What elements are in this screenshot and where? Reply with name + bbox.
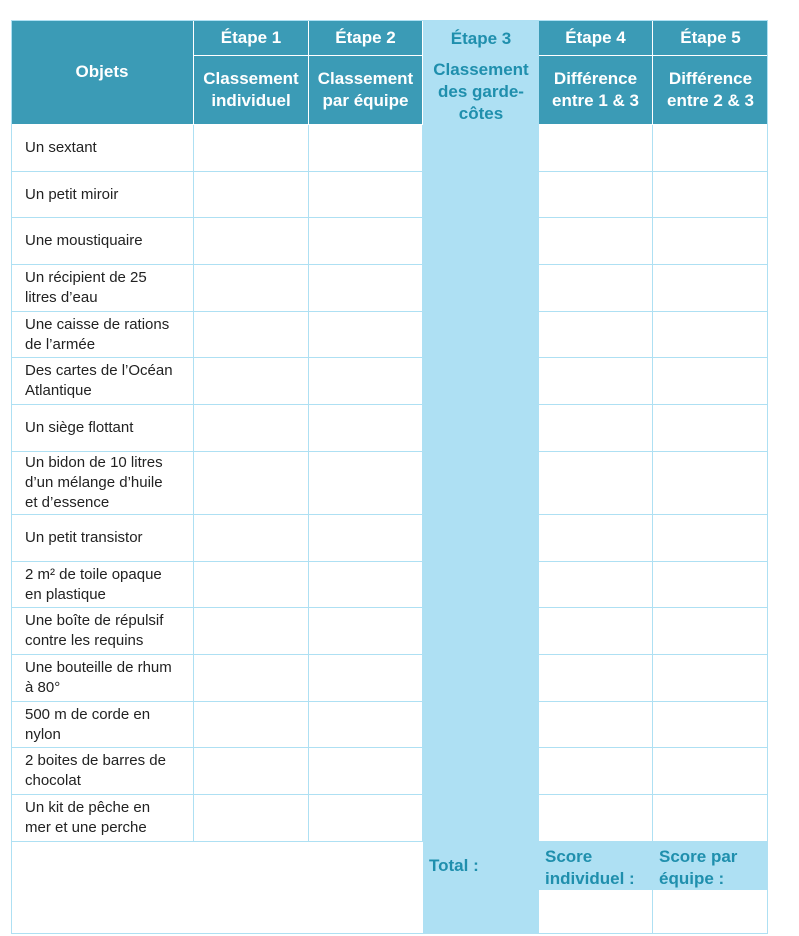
cell-etape-4[interactable]	[539, 405, 653, 452]
cell-etape-4[interactable]	[539, 125, 653, 172]
cell-etape-4[interactable]	[539, 172, 653, 218]
object-label	[25, 231, 143, 251]
cell-etape-4[interactable]	[539, 795, 653, 842]
object-cell	[11, 702, 194, 748]
object-label-line: nylon	[25, 725, 61, 743]
cell-etape-1[interactable]	[194, 312, 309, 358]
object-label-line: Un récipient de 25	[25, 269, 147, 286]
score-individuel-label: Score individuel :	[539, 842, 653, 890]
cell-etape-2[interactable]	[309, 452, 423, 515]
cell-etape-2[interactable]	[309, 795, 423, 842]
header-etape-1: Étape 1	[194, 20, 309, 56]
header-difference-1-3: Différence entre 1 & 3	[539, 56, 653, 125]
cell-etape-5[interactable]	[653, 562, 768, 608]
object-label-line: 2 boites de barres de	[25, 752, 166, 769]
cell-etape-4[interactable]	[539, 515, 653, 562]
cell-etape-1[interactable]	[194, 265, 309, 312]
header-classement-individuel: Classement individuel	[194, 56, 309, 125]
cell-etape-2[interactable]	[309, 515, 423, 562]
score-equipe-input[interactable]	[653, 890, 768, 934]
cell-etape-1[interactable]	[194, 218, 309, 265]
object-label-line: Un sextant	[25, 139, 97, 156]
object-cell	[11, 358, 194, 405]
object-label	[25, 798, 150, 838]
object-label	[25, 528, 143, 548]
object-label	[25, 751, 166, 791]
header-etape-3: Étape 3	[423, 28, 539, 56]
object-label-line: à 80°	[25, 679, 61, 696]
cell-etape-1[interactable]	[194, 702, 309, 748]
object-cell	[11, 515, 194, 562]
object-label-line: Un bidon de 10 litres	[25, 454, 163, 471]
object-cell	[11, 748, 194, 795]
header-etape-2: Étape 2	[309, 20, 423, 56]
object-label-line: d’un mélange d’huile	[25, 474, 163, 491]
ranking-table	[11, 20, 768, 934]
object-cell	[11, 795, 194, 842]
object-label-line: Atlantique	[25, 382, 92, 399]
cell-etape-2[interactable]	[309, 702, 423, 748]
header-difference-2-3: Différence entre 2 & 3	[653, 56, 768, 125]
cell-etape-1[interactable]	[194, 608, 309, 655]
object-cell	[11, 452, 194, 515]
cell-etape-5[interactable]	[653, 218, 768, 265]
object-label-line: litres d’eau	[25, 289, 98, 306]
object-label-line: Une moustiquaire	[25, 232, 143, 249]
cell-etape-1[interactable]	[194, 515, 309, 562]
cell-etape-5[interactable]	[653, 748, 768, 795]
object-label-line: Une boîte de répulsif	[25, 612, 164, 629]
object-label	[25, 315, 169, 355]
cell-etape-1[interactable]	[194, 452, 309, 515]
cell-etape-1[interactable]	[194, 795, 309, 842]
cell-etape-4[interactable]	[539, 452, 653, 515]
object-label-line: et d’essence	[25, 494, 110, 511]
object-label-line: en plastique	[25, 585, 106, 603]
cell-etape-4[interactable]	[539, 358, 653, 405]
cell-etape-2[interactable]	[309, 358, 423, 405]
object-cell	[11, 655, 194, 702]
header-etape-4: Étape 4	[539, 20, 653, 56]
cell-etape-5[interactable]	[653, 172, 768, 218]
object-cell	[11, 312, 194, 358]
cell-etape-5[interactable]	[653, 405, 768, 452]
cell-etape-1[interactable]	[194, 748, 309, 795]
cell-etape-4[interactable]	[539, 265, 653, 312]
object-label	[25, 361, 173, 401]
cell-etape-5[interactable]	[653, 358, 768, 405]
cell-etape-2[interactable]	[309, 562, 423, 608]
cell-etape-1[interactable]	[194, 405, 309, 452]
cell-etape-5[interactable]	[653, 452, 768, 515]
cell-etape-2[interactable]	[309, 218, 423, 265]
object-label	[25, 185, 118, 205]
cell-etape-1[interactable]	[194, 562, 309, 608]
object-label	[25, 705, 150, 745]
footer-empty-area	[11, 842, 423, 934]
object-label-line: de l’armée	[25, 335, 96, 353]
cell-etape-5[interactable]	[653, 608, 768, 655]
object-label-line: mer et une perche	[25, 819, 147, 836]
object-label-line: Un petit miroir	[25, 185, 119, 203]
object-label-line: contre les requins	[25, 632, 144, 649]
cell-etape-4[interactable]	[539, 655, 653, 702]
cell-etape-4[interactable]	[539, 218, 653, 265]
cell-etape-5[interactable]	[653, 515, 768, 562]
header-classement-garde-cotes: Classement des garde- côtes	[423, 59, 539, 125]
object-label	[25, 565, 162, 605]
column-etape-3	[423, 20, 539, 934]
object-label	[25, 611, 163, 651]
cell-etape-5[interactable]	[653, 702, 768, 748]
cell-etape-2[interactable]	[309, 172, 423, 218]
cell-etape-2[interactable]	[309, 608, 423, 655]
object-cell	[11, 608, 194, 655]
object-label	[25, 268, 147, 308]
object-label	[25, 658, 172, 698]
cell-etape-1[interactable]	[194, 125, 309, 172]
cell-etape-5[interactable]	[653, 312, 768, 358]
object-label-line: Un siège flottant	[25, 419, 134, 436]
cell-etape-2[interactable]	[309, 405, 423, 452]
cell-etape-1[interactable]	[194, 655, 309, 702]
object-label-line: chocolat	[25, 772, 81, 789]
cell-etape-4[interactable]	[539, 608, 653, 655]
object-label-line: Un petit transistor	[25, 529, 143, 546]
cell-etape-4[interactable]	[539, 702, 653, 748]
cell-etape-4[interactable]	[539, 562, 653, 608]
object-label	[25, 138, 97, 158]
object-cell	[11, 562, 194, 608]
object-cell	[11, 265, 194, 312]
object-label-line: 2 m² de toile opaque	[25, 565, 162, 583]
total-label: Total :	[429, 856, 479, 875]
cell-etape-2[interactable]	[309, 312, 423, 358]
cell-etape-2[interactable]	[309, 655, 423, 702]
cell-etape-5[interactable]	[653, 795, 768, 842]
object-label	[25, 453, 163, 513]
score-individuel-input[interactable]	[539, 890, 653, 934]
cell-etape-2[interactable]	[309, 748, 423, 795]
cell-etape-2[interactable]	[309, 125, 423, 172]
cell-etape-5[interactable]	[653, 265, 768, 312]
object-cell	[11, 172, 194, 218]
object-label-line: Des cartes de l’Océan	[25, 362, 173, 379]
object-label-line: Un kit de pêche en	[25, 799, 151, 816]
score-equipe-label: Score par équipe :	[653, 842, 768, 890]
cell-etape-2[interactable]	[309, 265, 423, 312]
object-label-line: Une bouteille de rhum	[25, 659, 172, 676]
object-label-line: 500 m de corde en	[25, 705, 151, 723]
object-label-line: Une caisse de rations	[25, 315, 170, 333]
cell-etape-1[interactable]	[194, 358, 309, 405]
header-classement-equipe: Classement par équipe	[309, 56, 423, 125]
header-etape-5: Étape 5	[653, 20, 768, 56]
object-cell	[11, 405, 194, 452]
cell-etape-1[interactable]	[194, 172, 309, 218]
cell-etape-5[interactable]	[653, 125, 768, 172]
cell-etape-4[interactable]	[539, 748, 653, 795]
object-cell	[11, 125, 194, 172]
object-cell	[11, 218, 194, 265]
cell-etape-5[interactable]	[653, 655, 768, 702]
cell-etape-4[interactable]	[539, 312, 653, 358]
object-label	[25, 418, 133, 438]
header-objets: Objets	[11, 20, 194, 125]
